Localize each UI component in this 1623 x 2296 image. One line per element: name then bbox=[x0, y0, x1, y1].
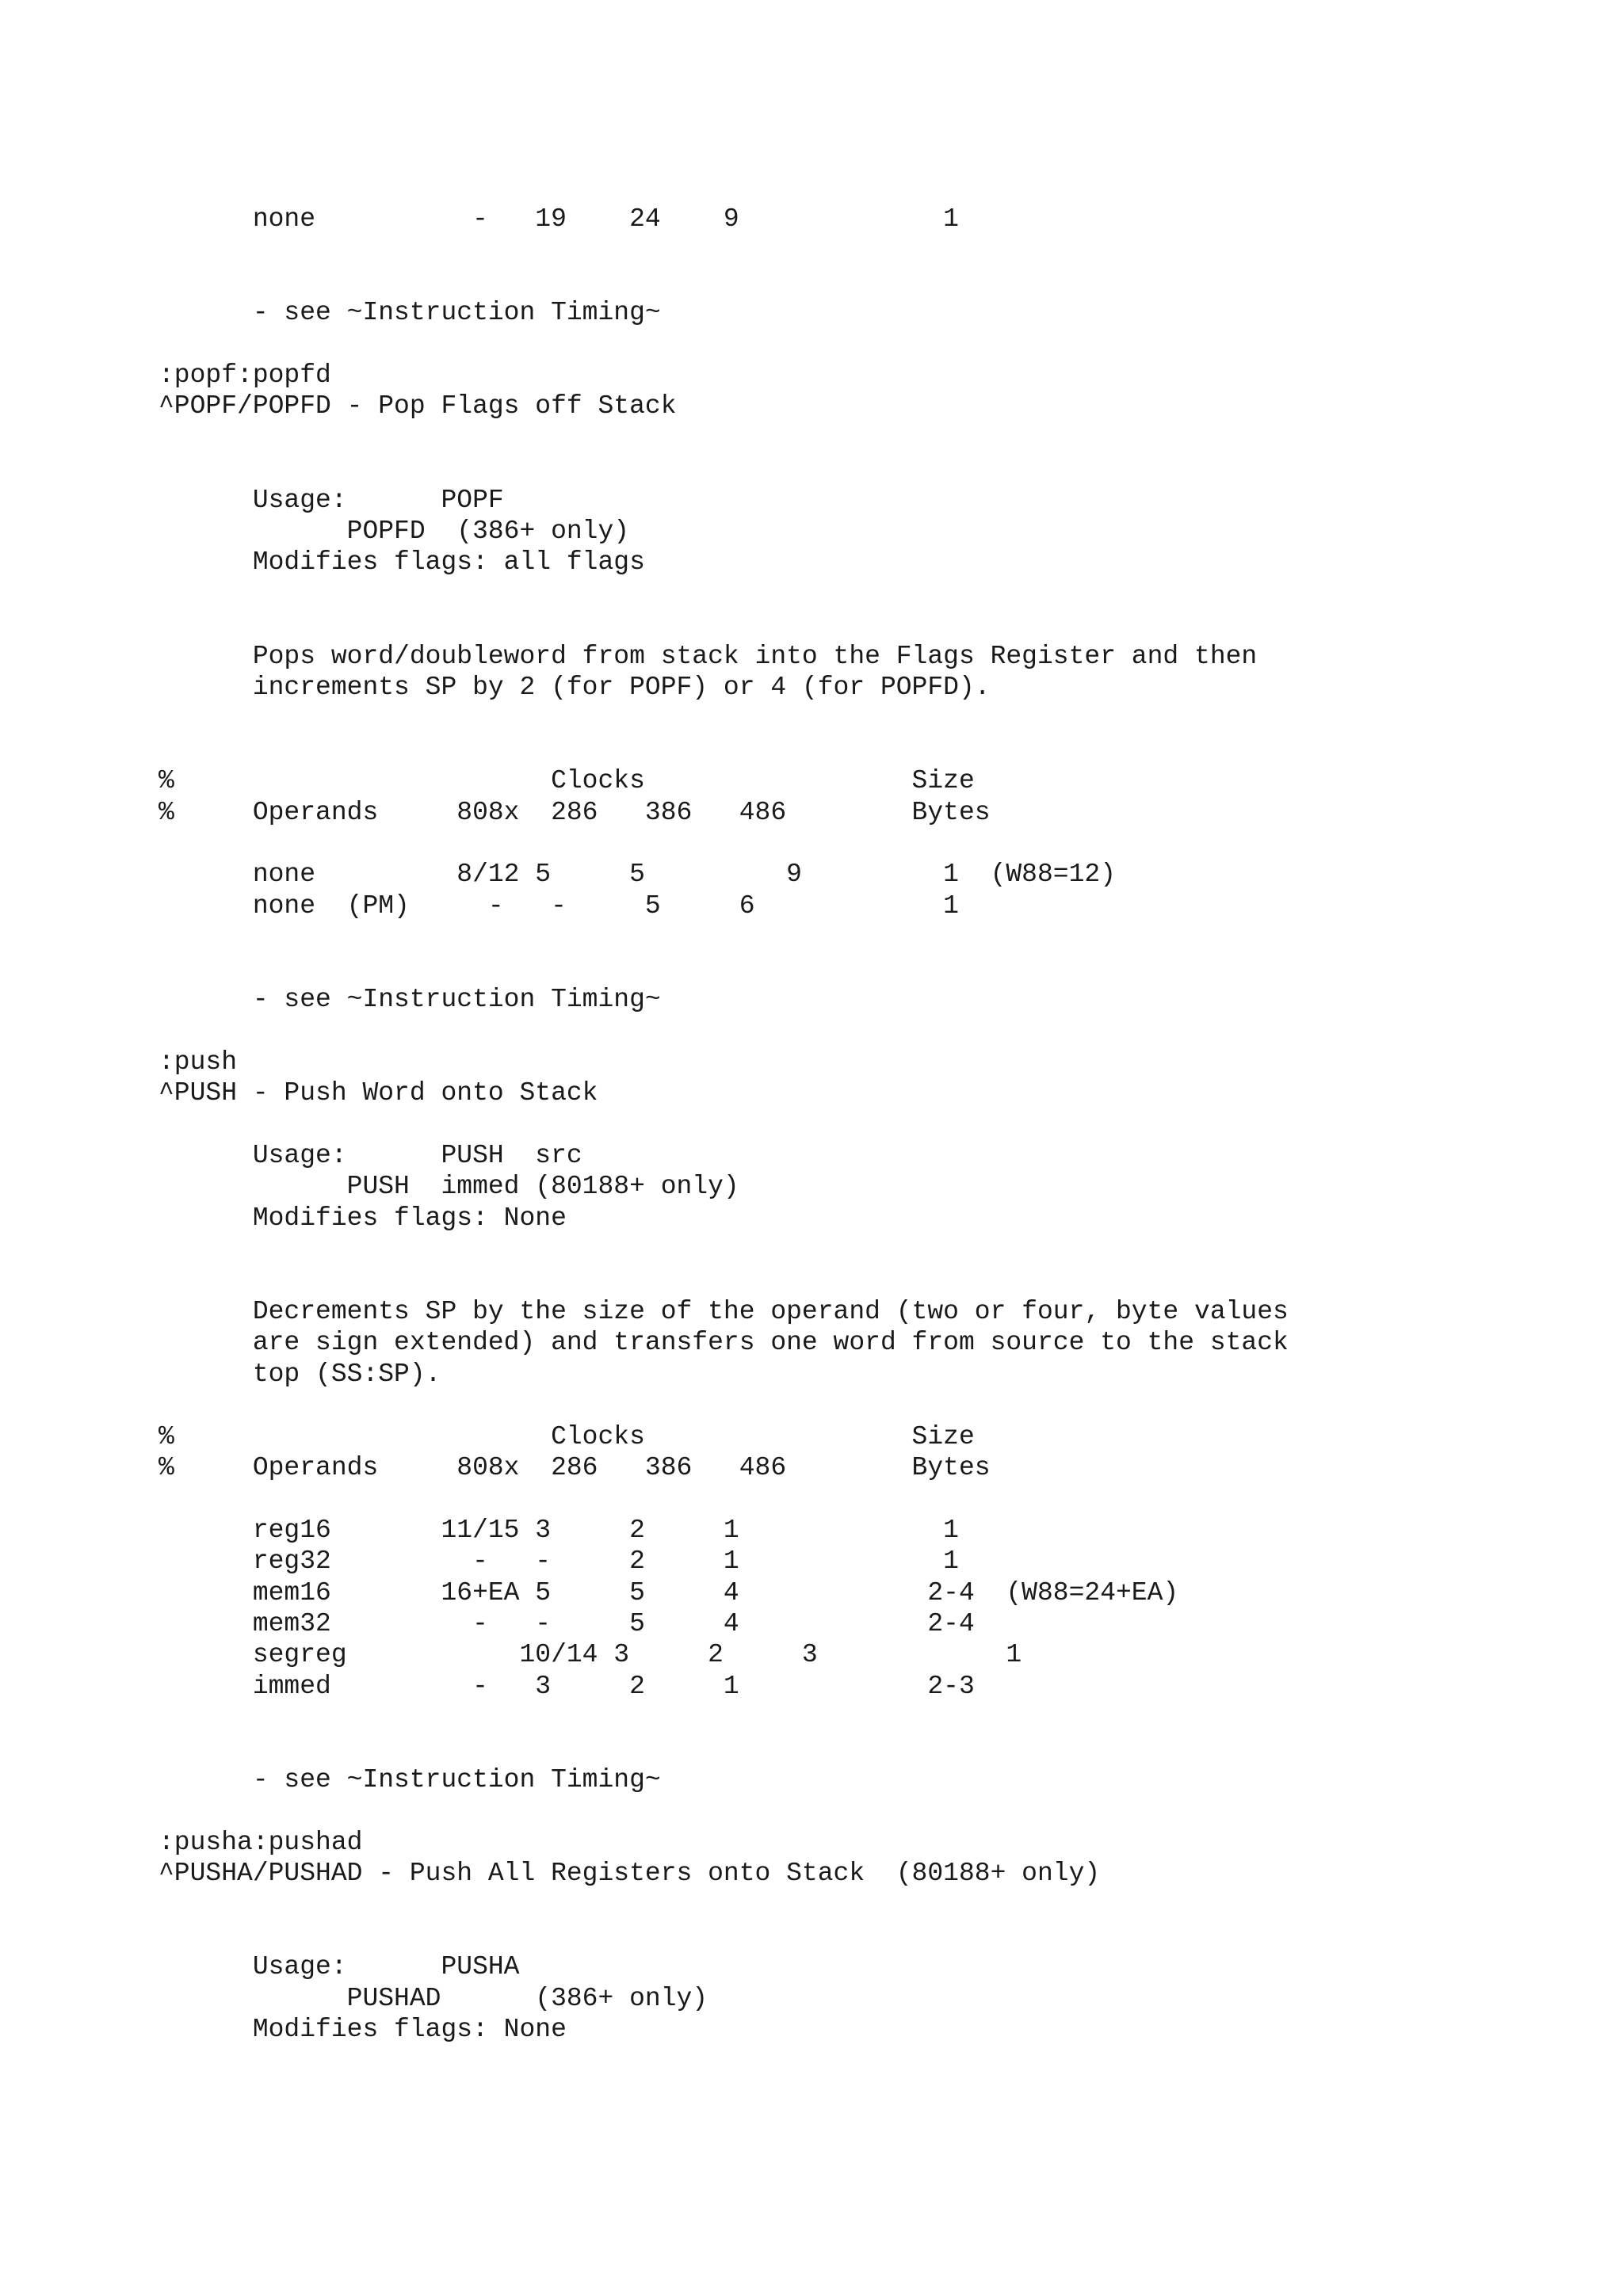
document-line: segreg 10/14 3 2 3 1 bbox=[158, 1640, 1022, 1670]
document-line: Usage: PUSH src bbox=[158, 1141, 582, 1170]
document-line: :popf:popfd bbox=[158, 360, 331, 390]
document-line: are sign extended) and transfers one word from source to the stack bbox=[158, 1328, 1289, 1358]
document-line: none (PM) - - 5 6 1 bbox=[158, 891, 959, 921]
document-line: - see ~Instruction Timing~ bbox=[158, 985, 661, 1014]
document-line: mem16 16+EA 5 5 4 2-4 (W88=24+EA) bbox=[158, 1577, 1179, 1608]
document-line: reg32 - - 2 1 1 bbox=[158, 1547, 959, 1577]
document-line: Modifies flags: all flags bbox=[158, 547, 645, 578]
document-line: Pops word/doubleword from stack into the Flags Register and then bbox=[158, 641, 1258, 671]
document-line: % Clocks Size bbox=[158, 766, 975, 796]
document-line: none 8/12 5 5 9 1 (W88=12) bbox=[158, 860, 1116, 890]
document-line: ^PUSHA/PUSHAD - Push All Registers onto Stack (80188+ only) bbox=[158, 1859, 1101, 1889]
document-line: ^POPF/POPFD - Pop Flags off Stack bbox=[158, 391, 677, 421]
document-line: PUSHAD (386+ only) bbox=[158, 1983, 708, 2013]
document-line: % Operands 808x 286 386 486 Bytes bbox=[158, 1453, 991, 1482]
document-line: immed - 3 2 1 2-3 bbox=[158, 1671, 975, 1701]
document-line: Modifies flags: None bbox=[158, 1203, 567, 1233]
document-line: none - 19 24 9 1 bbox=[158, 204, 959, 234]
document-line: increments SP by 2 (for POPF) or 4 (for POPFD). bbox=[158, 673, 991, 702]
document-line: - see ~Instruction Timing~ bbox=[158, 298, 661, 328]
document-line: % Operands 808x 286 386 486 Bytes bbox=[158, 797, 991, 827]
document-line: mem32 - - 5 4 2-4 bbox=[158, 1609, 975, 1638]
document-line: Usage: POPF bbox=[158, 485, 504, 515]
document-line: PUSH immed (80188+ only) bbox=[158, 1172, 739, 1202]
document-line: :pusha:pushad bbox=[158, 1827, 363, 1857]
document-line: Decrements SP by the size of the operand (two or four, byte values bbox=[158, 1297, 1289, 1326]
document-line: top (SS:SP). bbox=[158, 1359, 441, 1389]
document-line: % Clocks Size bbox=[158, 1421, 975, 1451]
document-line: ^PUSH - Push Word onto Stack bbox=[158, 1078, 598, 1108]
document-line: :push bbox=[158, 1047, 238, 1077]
document-line: reg16 11/15 3 2 1 1 bbox=[158, 1515, 959, 1545]
document-line: - see ~Instruction Timing~ bbox=[158, 1765, 661, 1794]
document-line: Usage: PUSHA bbox=[158, 1952, 520, 1982]
document-line: Modifies flags: None bbox=[158, 2015, 567, 2045]
document-line: POPFD (386+ only) bbox=[158, 517, 630, 546]
